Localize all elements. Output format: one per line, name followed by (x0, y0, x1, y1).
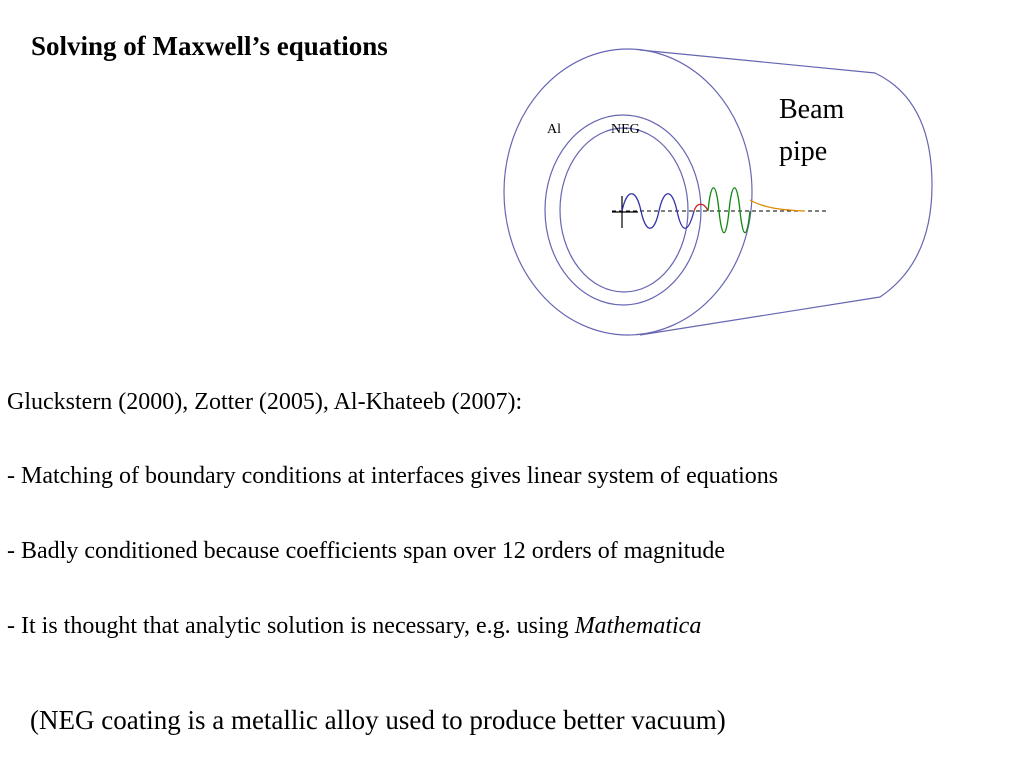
al-layer-ellipse (545, 115, 701, 305)
bullet-badly-conditioned: - Badly conditioned because coefficients span over 12 orders of magnitude (7, 538, 725, 564)
wave-orange (750, 200, 805, 211)
neg-layer-ellipse (560, 128, 688, 292)
wave-green (708, 188, 750, 233)
neg-coating-note: (NEG coating is a metallic alloy used to produce better vacuum) (30, 705, 726, 735)
neg-layer-label: NEG (611, 122, 640, 137)
bullet-boundary-conditions: - Matching of boundary conditions at interfaces gives linear system of equations (7, 463, 779, 489)
slide-title: Solving of Maxwell’s equations (31, 31, 388, 61)
bullet-analytic-solution (7, 612, 701, 641)
bullet-analytic-solution-text: - It is thought that analytic solution is necessary, e.g. using (7, 613, 575, 639)
mathematica-emphasis: Mathematica (574, 613, 702, 639)
beam-pipe-label: Beam pipe (779, 94, 845, 167)
references-line: Gluckstern (2000), Zotter (2005), Al-Khateeb (2007): (7, 389, 523, 415)
al-layer-label: Al (547, 122, 561, 137)
